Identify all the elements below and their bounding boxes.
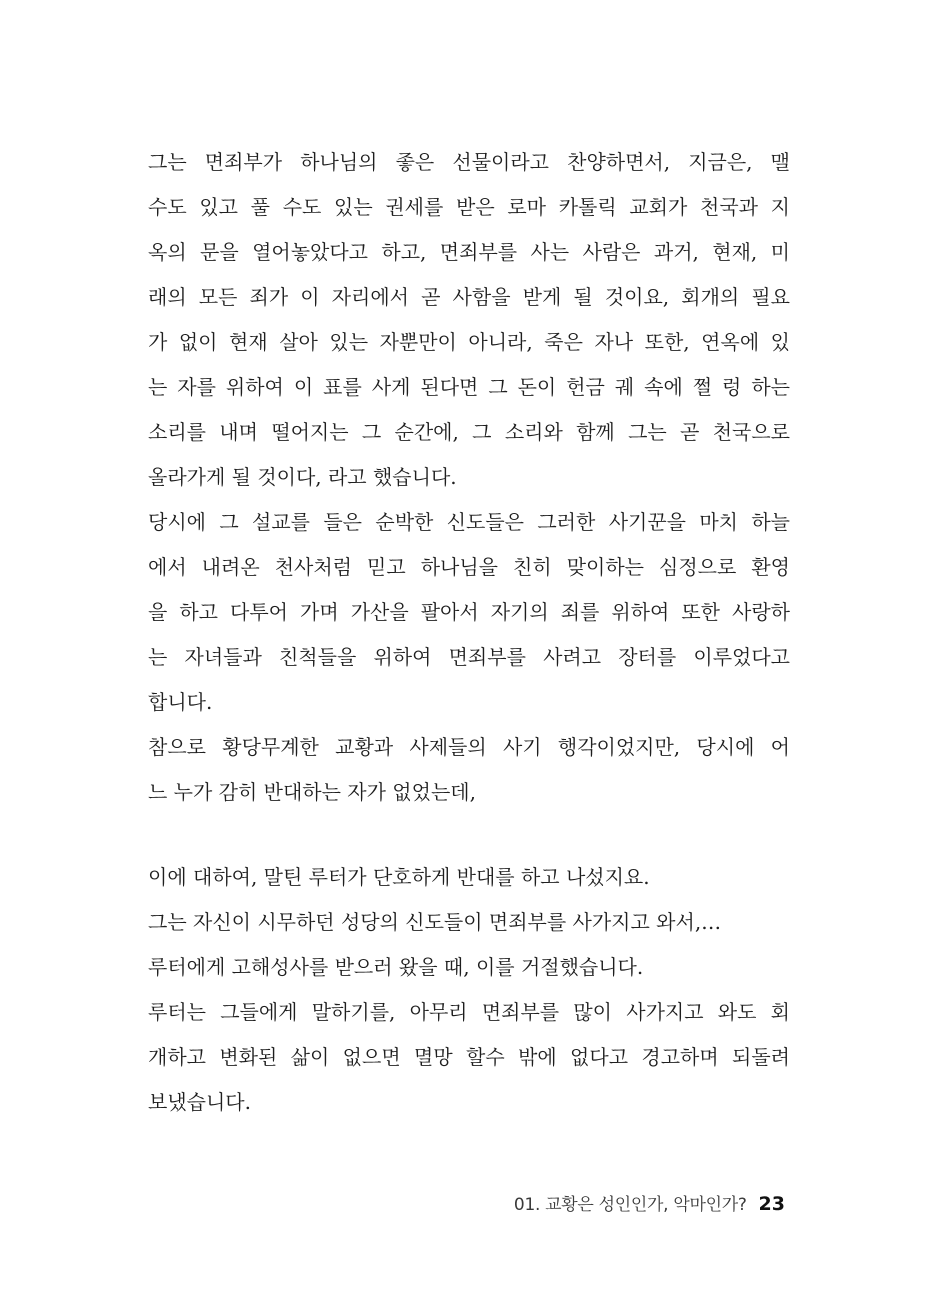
- text-line: 옥의 문을 열어놓았다고 하고, 면죄부를 사는 사람은 과거, 현재, 미: [148, 240, 790, 264]
- paragraph-believers-market: [148, 500, 790, 725]
- text-line: 는 자를 위하여 이 표를 사게 된다면 그 돈이 헌금 궤 속에 쩔 렁 하는: [148, 375, 790, 399]
- text-line: 루터는 그들에게 말하기를, 아무리 면죄부를 많이 사가지고 와도 회: [148, 1000, 790, 1024]
- text-line: 가 없이 현재 살아 있는 자뿐만이 아니라, 죽은 자나 또한, 연옥에 있: [148, 330, 790, 354]
- text-line: 에서 내려온 천사처럼 믿고 하나님을 친히 맞이하는 심정으로 환영: [148, 555, 790, 579]
- text-line: 올라가게 될 것이다, 라고 했습니다.: [148, 465, 457, 489]
- paragraph-confession-refused: [148, 945, 790, 990]
- text-line: 당시에 그 설교를 들은 순박한 신도들은 그러한 사기꾼을 마치 하늘: [148, 510, 790, 534]
- text-line: 소리를 내며 떨어지는 그 순간에, 그 소리와 함께 그는 곧 천국으로: [148, 420, 790, 444]
- text-line: 개하고 변화된 삶이 없으면 멸망 할수 밖에 없다고 경고하며 되돌려: [148, 1045, 790, 1069]
- text-line: 을 하고 다투어 가며 가산을 팔아서 자기의 죄를 위하여 또한 사랑하: [148, 600, 790, 624]
- text-line: 래의 모든 죄가 이 자리에서 곧 사함을 받게 될 것이요, 회개의 필요: [148, 285, 790, 309]
- page-number: 23: [758, 1193, 785, 1215]
- text-line: 이에 대하여, 말틴 루터가 단호하게 반대를 하고 나섰지요.: [148, 865, 650, 889]
- text-line: 그는 면죄부가 하나님의 좋은 선물이라고 찬양하면서, 지금은, 맬: [148, 150, 790, 174]
- paragraph-gap: [148, 815, 790, 855]
- text-line: 그는 자신이 시무하던 성당의 신도들이 면죄부를 사가지고 와서,…: [148, 910, 722, 934]
- chapter-title: 01. 교황은 성인인가, 악마인가?: [513, 1195, 747, 1215]
- paragraph-luther-opposes: [148, 855, 790, 900]
- text-line: 수도 있고 풀 수도 있는 권세를 받은 로마 카톨릭 교회가 천국과 지: [148, 195, 790, 219]
- page-footer: [514, 1190, 785, 1215]
- paragraph-indulgence-sermon: [148, 140, 790, 500]
- text-line: 느 누가 감히 반대하는 자가 없었는데,: [148, 780, 476, 804]
- text-line: 는 자녀들과 친척들을 위하여 면죄부를 사려고 장터를 이루었다고: [148, 645, 790, 669]
- text-line: 보냈습니다.: [148, 1090, 251, 1114]
- page-body-text: [148, 140, 790, 1125]
- paragraph-fraud-no-opposition: [148, 725, 790, 815]
- paragraph-luther-warning: [148, 990, 790, 1125]
- text-line: 참으로 황당무계한 교황과 사제들의 사기 행각이었지만, 당시에 어: [148, 735, 790, 759]
- text-line: 루터에게 고해성사를 받으러 왔을 때, 이를 거절했습니다.: [148, 955, 644, 979]
- text-line: 합니다.: [148, 690, 213, 714]
- paragraph-believers-bought: [148, 900, 790, 945]
